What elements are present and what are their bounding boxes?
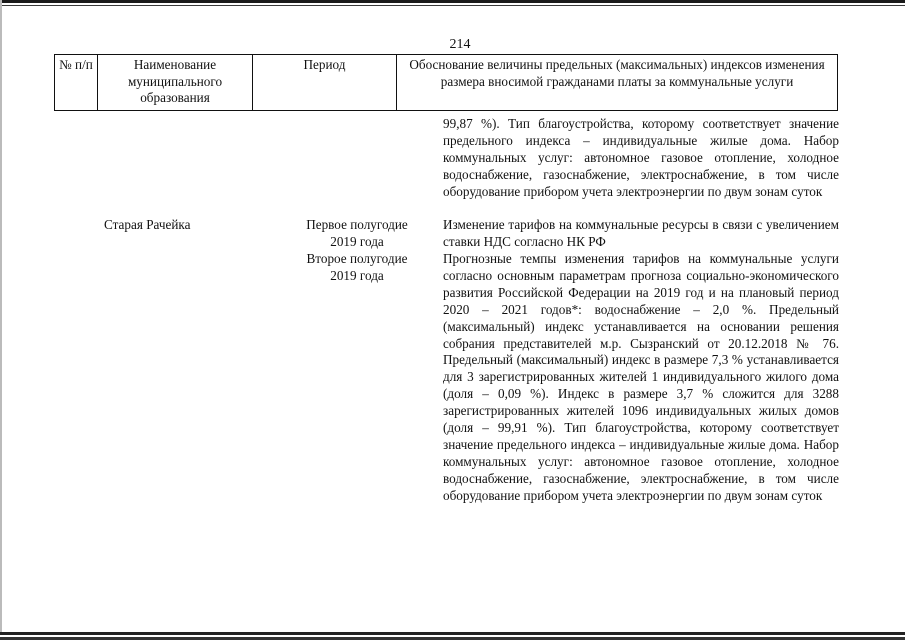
scan-left-edge bbox=[0, 0, 2, 640]
header-justification: Обоснование величины предельных (максимальных) индексов изменения размера вносимой гражданами платы за коммунальные услуги bbox=[409, 57, 825, 89]
period-first-half: Первое полугодие 2019 года bbox=[306, 217, 408, 249]
page-number: 214 bbox=[449, 37, 471, 52]
scan-top-edge bbox=[0, 0, 905, 12]
table-header bbox=[54, 54, 838, 111]
period-second-half: Второе полугодие 2019 года bbox=[306, 250, 408, 283]
change-reason-text: Изменение тарифов на коммунальные ресурсы в связи с увеличением ставки НДС согласно НК РФ bbox=[443, 217, 839, 249]
header-period: Период bbox=[253, 55, 397, 110]
header-number: № п/п bbox=[55, 55, 98, 110]
continuation-text: 99,87 %). Тип благоустройства, которому соответствует значение предельного индекса – индивидуальные жилые дома. Набор коммунальных услуг: автономное газовое отопление, холодное водоснабжение, газоснабжение, электроснабжение, в том числе оборудование прибором учета электроэнергии по двум зонам суток bbox=[443, 116, 839, 199]
scan-bottom-edge bbox=[0, 630, 905, 640]
justification-text: Прогнозные темпы изменения тарифов на коммунальные услуги согласно основным параметрам прогноза социально-экономического развития Российской Федерации на 2019 год и на плановый период 2020 – 2021 годов*: водоснабжение – 2,0 %. Предельный (максимальный) индекс устанавливается на основании решения собрания представителей м.р. Сызранский от 20.12.2018 № 76. Предельный (максимальный) индекс в размере 7,3 % устанавливается для 3 зарегистрированных жителей 1 индивидуального жилого дома (доля – 0,09 %). Индекс в размере 3,7 % сложится для 3288 зарегистрированных жителей 1096 индивидуальных жилых домов (доля – 99,91 %). Тип благоустройства, которому соответствует значение предельного индекса – индивидуальные жилые дома. Набор коммунальных услуг: автономное газовое отопление, холодное водоснабжение, газоснабжение, электроснабжение, в том числе оборудование прибором учета электроэнергии по двум зонам суток bbox=[443, 251, 839, 503]
period-cell bbox=[292, 217, 422, 285]
municipality-name: Старая Рачейка bbox=[104, 217, 191, 232]
header-municipality: Наименование муниципального образования bbox=[98, 55, 253, 110]
